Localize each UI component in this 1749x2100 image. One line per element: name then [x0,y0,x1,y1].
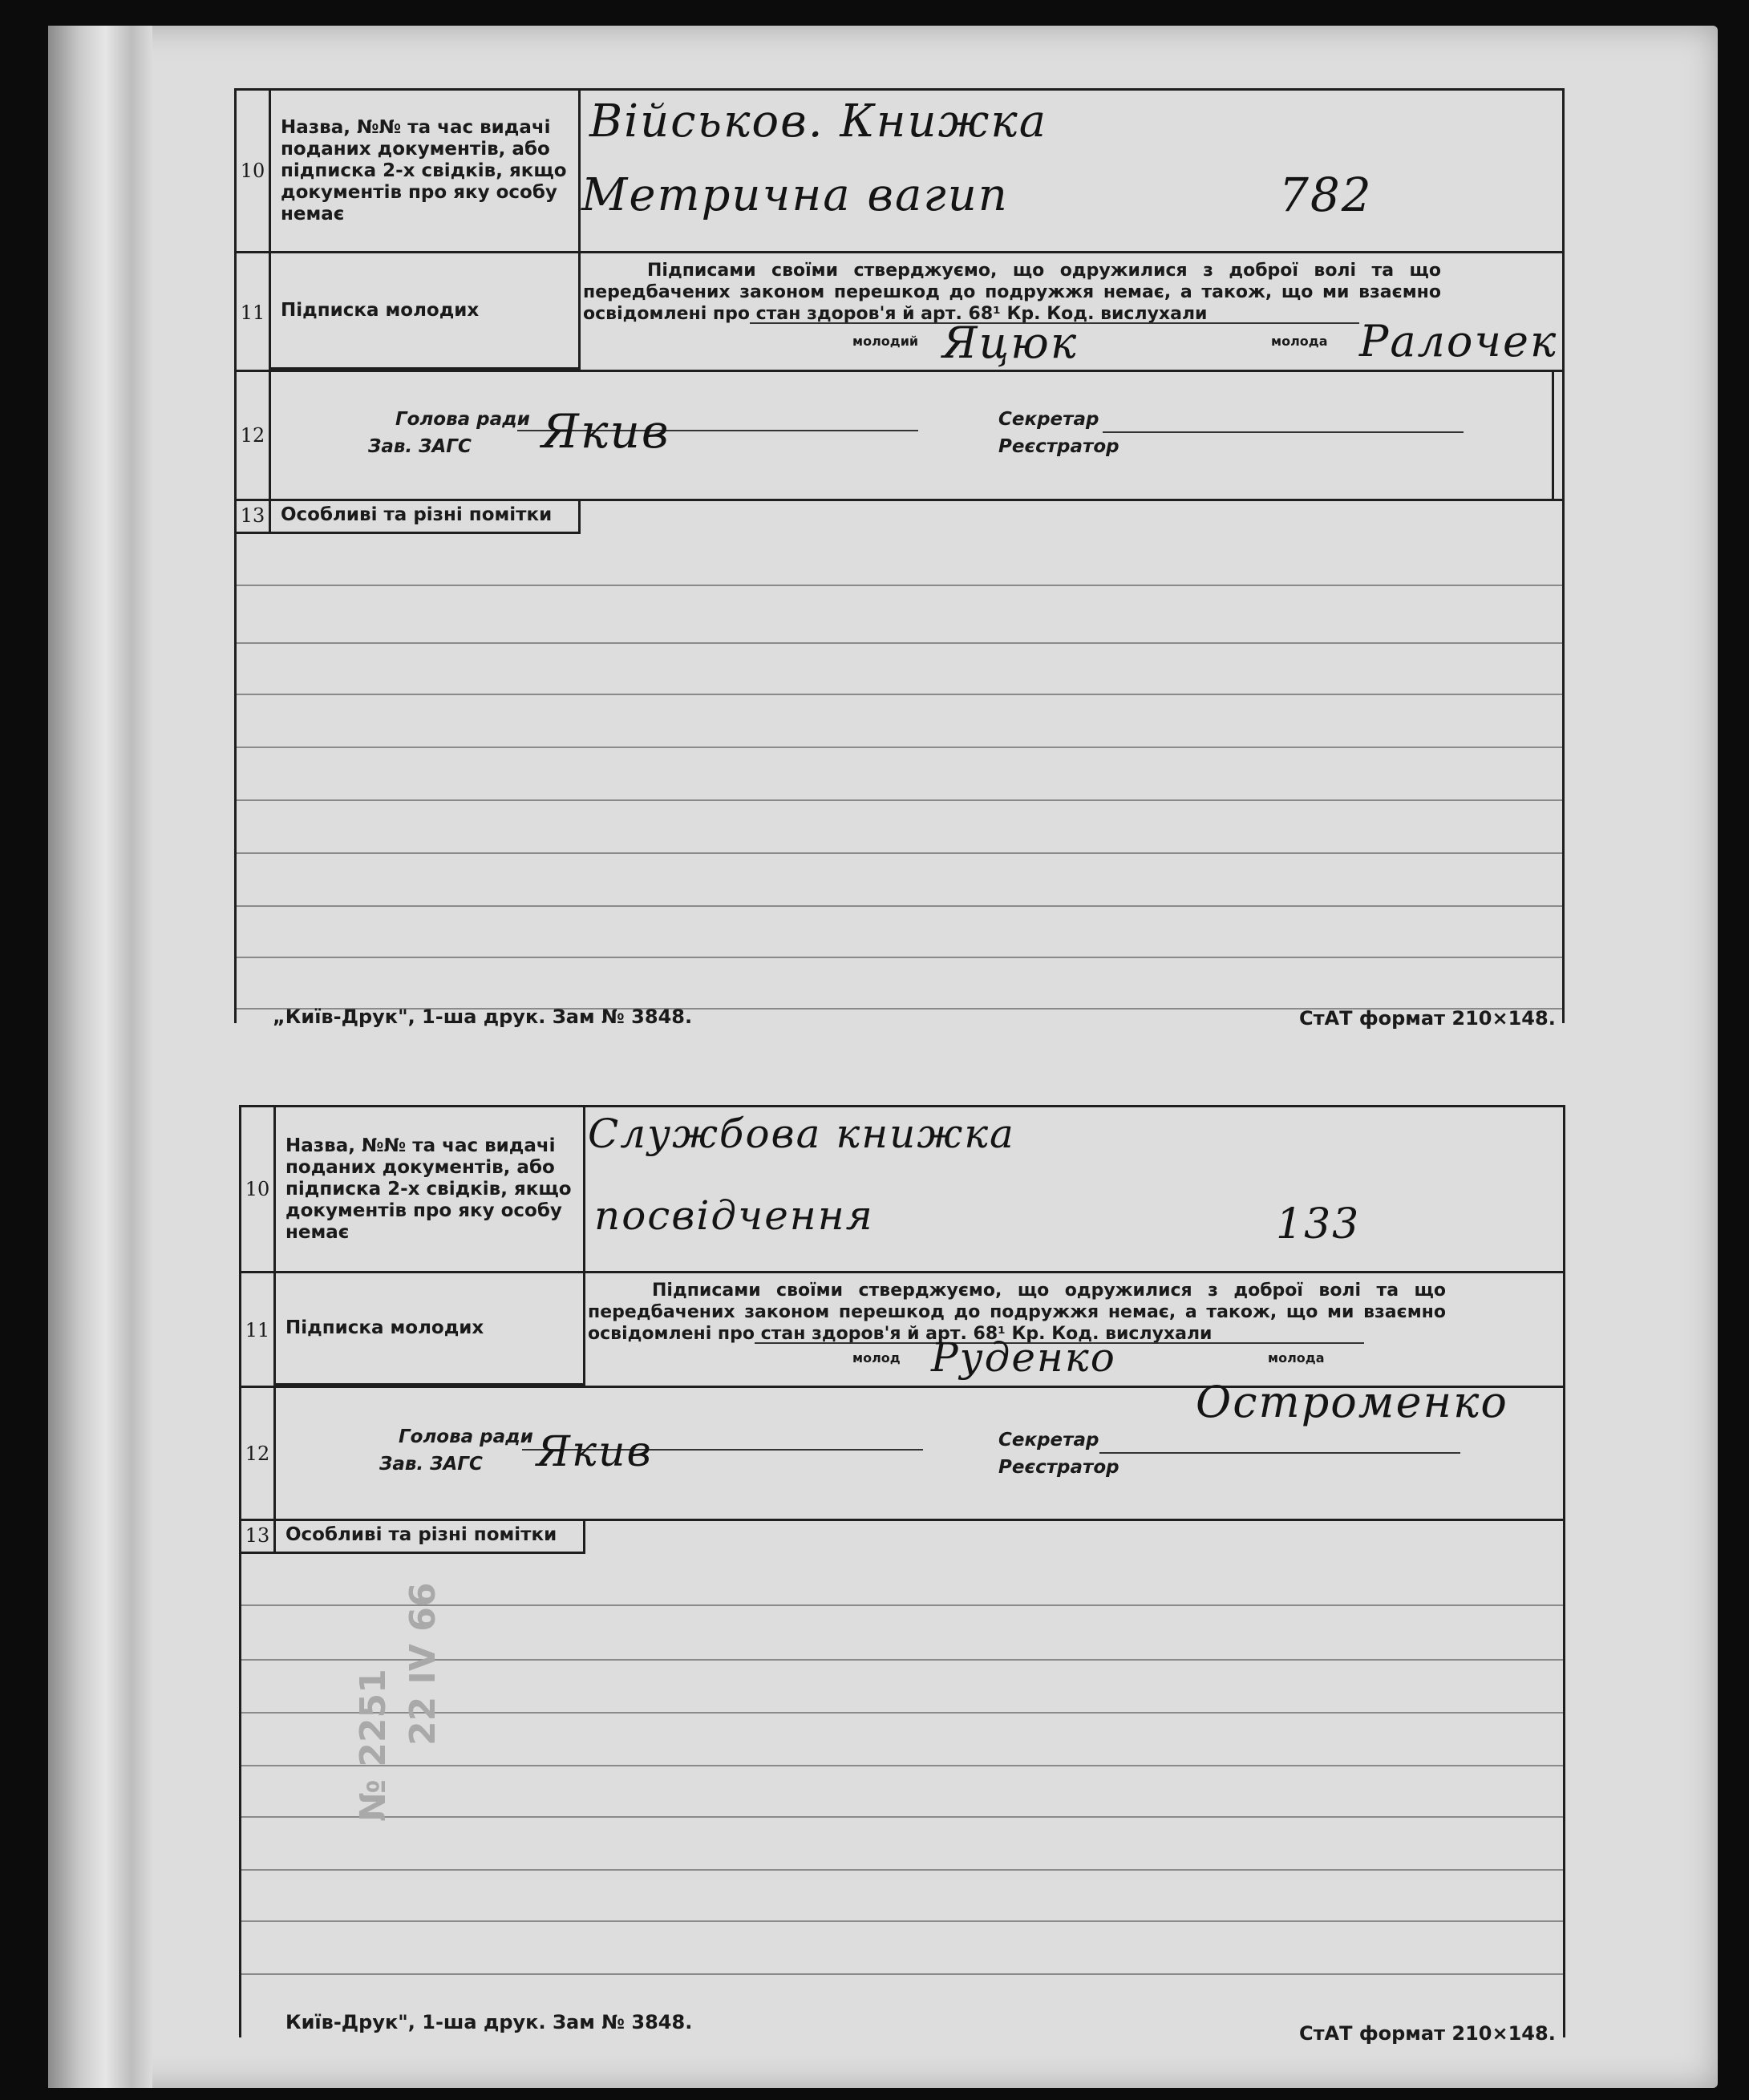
bride-caption: молода [1271,334,1328,349]
row-number: 13 [237,499,271,534]
groom-signature: Яцюк [942,318,1079,368]
form-2-row-11 [241,1273,1563,1386]
ruled-line [241,1816,1563,1818]
row-number: 10 [237,91,271,251]
form-2-printer-note: Київ-Друк", 1-ша друк. Зам № 3848. [285,2011,693,2033]
ruled-line [237,852,1562,854]
document-handwriting-number: 782 [1279,168,1373,222]
document-handwriting-line-2: посвідчення [594,1192,874,1239]
row-number: 12 [237,372,271,499]
form-2-row-12 [241,1377,1563,1521]
chairman-signature: Якив [536,1428,653,1476]
marriage-declaration: Підписами своїми стверджуємо, що одружилися з доброї волі та що передбачених законом перешкод до подружжя немає, а також, що ми взаємно освідомлені про стан здоров'я й арт. 68¹ Кр. Код. вислухали [588,1281,1446,1344]
registrar-label: Реєстратор [998,436,1119,457]
zags-head-label: Зав. ЗАГС [379,1454,483,1475]
margin-pencil-note-date: 22 IV 66 [403,1582,443,1746]
chairman-label: Голова ради [395,409,530,430]
form-2-format-note: СтАТ формат 210×148. [1299,2022,1556,2045]
row-13-label: Особливі та різні помітки [276,1519,585,1554]
form-2-row-10 [241,1107,1563,1273]
form-2-row-13 [241,1519,1563,1554]
row-10-label: Назва, №№ та час видачі поданих документів, або підписка 2-х свідків, якщо документів про яку особу немає [271,91,581,251]
row-13-label: Особливі та різні помітки [271,499,581,534]
ruled-line [237,905,1562,907]
margin-pencil-note-number: № 2251 [353,1669,394,1822]
row-11-label: Підписка молодих [276,1273,585,1386]
groom-caption: молодий [852,334,919,349]
secretary-label: Секретар [998,409,1099,430]
form-1-row-10 [237,91,1562,253]
marriage-declaration: Підписами своїми стверджуємо, що одружилися з доброї волі та що передбачених законом перешкод до подружжя немає, а також, що ми взаємно освідомлені про стан здоров'я й арт. 68¹ Кр. Код. вислухали [583,261,1441,324]
form-2-table [239,1105,1565,2037]
secretary-line [1099,1452,1460,1454]
form-1-notes-area [237,540,1562,1023]
secretary-line [1103,431,1464,433]
row-number: 11 [241,1273,276,1387]
row-number: 11 [237,253,271,371]
row-number: 13 [241,1519,276,1554]
form-1-table [234,88,1565,1023]
ruled-line [237,799,1562,801]
groom-caption: молод [852,1350,901,1366]
document-handwriting-line-2: Метрична вагип [581,169,1009,221]
document-handwriting-line-1: Службова книжка [588,1111,1015,1157]
row-number: 12 [241,1388,276,1519]
ruled-line [237,585,1562,586]
ruled-line [237,747,1562,748]
ruled-line [241,1765,1563,1766]
document-handwriting-line-1: Військов. Книжка [589,95,1048,148]
ruled-line [237,642,1562,644]
registrar-signature: Остроменко [1196,1377,1508,1427]
row-10-label: Назва, №№ та час видачі поданих документів, або підписка 2-х свідків, якщо документів про яку особу немає [276,1107,585,1271]
form-1-format-note: СтАТ формат 210×148. [1299,1007,1556,1030]
secretary-label: Секретар [998,1430,1099,1451]
bride-signature: Ралочек [1359,316,1558,366]
form-1-row-12 [237,370,1562,501]
registrar-label: Реєстратор [998,1457,1119,1478]
ruled-line [241,1920,1563,1922]
form-1-row-13 [237,499,1562,534]
row-11-label: Підписка молодих [271,253,581,370]
ruled-line [237,694,1562,695]
ruled-line [237,957,1562,958]
chairman-signature: Якив [541,404,670,459]
ruled-line [241,1869,1563,1871]
page-binding [48,26,152,2088]
form-1-row-11 [237,253,1562,370]
row-number: 10 [241,1107,276,1271]
form-1-printer-note: „Київ-Друк", 1-ша друк. Зам № 3848. [273,1005,693,1028]
document-page [48,26,1718,2088]
ruled-line [241,1973,1563,1975]
document-handwriting-number: 133 [1276,1200,1361,1248]
row-12-right-border [1552,372,1554,499]
bride-caption: молода [1268,1350,1325,1366]
zags-head-label: Зав. ЗАГС [368,436,472,457]
groom-signature: Руденко [931,1334,1116,1381]
chairman-label: Голова ради [399,1426,533,1447]
